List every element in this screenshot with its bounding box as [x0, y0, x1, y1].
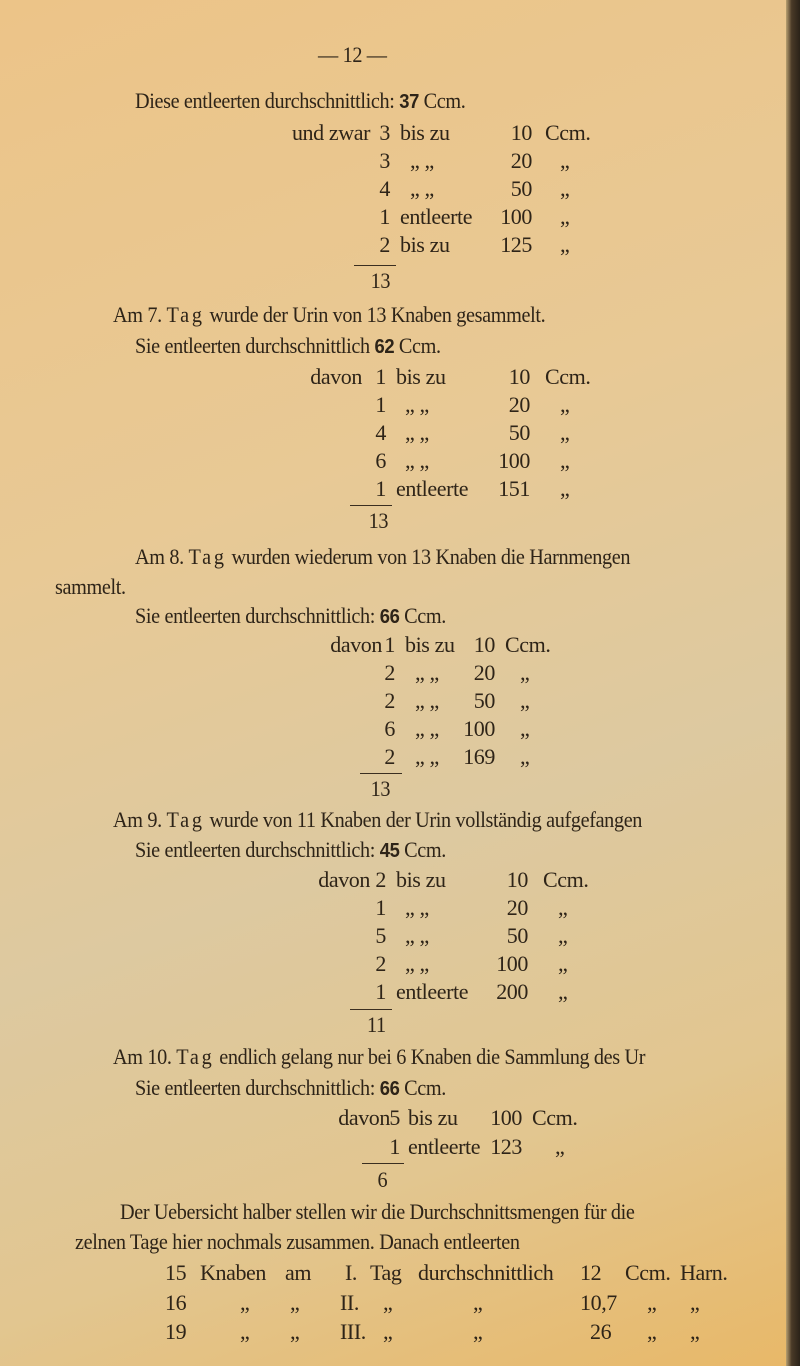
ditto-mark: „ — [290, 1319, 300, 1344]
intro-text: Sie entleerten durchschnittlich: — [135, 837, 380, 862]
day7-heading — [113, 302, 545, 328]
count: 1 — [389, 1134, 400, 1159]
heading-text: Am 7. — [113, 302, 167, 327]
sum-line — [362, 1163, 404, 1164]
heading-text: Am 8. — [135, 544, 189, 569]
table-row — [0, 176, 800, 204]
value: 50 — [473, 688, 495, 713]
table-row — [0, 979, 800, 1007]
ditto-marks: „ „ — [405, 420, 429, 445]
unit: „ — [560, 176, 570, 201]
range-text: bis zu — [396, 867, 446, 892]
table-row — [0, 448, 800, 476]
average-value: 26 — [590, 1319, 612, 1344]
count: 1 — [375, 392, 386, 417]
count: 5 — [389, 1105, 400, 1130]
heading-text: Am 9. — [113, 807, 167, 832]
value: 100 — [500, 204, 532, 229]
table-row — [0, 1105, 800, 1133]
count: 4 — [379, 176, 390, 201]
average-value: 62 — [374, 336, 395, 358]
day-number: III. — [340, 1319, 366, 1344]
value: 50 — [506, 923, 528, 948]
lead-text: davon — [318, 867, 370, 892]
count: 1 — [379, 204, 390, 229]
unit: „ — [558, 895, 568, 920]
unit: Ccm. — [394, 333, 441, 358]
unit: Ccm. — [399, 1075, 446, 1100]
day9-intro — [135, 837, 446, 863]
value: 50 — [508, 420, 530, 445]
ditto-mark: „ — [290, 1290, 300, 1315]
page-number: — 12 — — [318, 42, 387, 67]
summary-paragraph-line: Der Uebersicht halber stellen wir die Durchschnittsmengen für die — [120, 1199, 635, 1224]
count: 5 — [375, 923, 386, 948]
boys-count: 19 — [165, 1319, 187, 1344]
day8-intro — [135, 603, 446, 629]
range-text: bis zu — [405, 632, 455, 657]
count: 2 — [384, 660, 395, 685]
heading-tag: Tag — [176, 1044, 215, 1069]
table-row — [0, 420, 800, 448]
unit: „ — [560, 448, 570, 473]
day8-heading — [135, 544, 630, 570]
table-row — [0, 632, 800, 660]
range-text: bis zu — [400, 232, 450, 257]
unit: „ — [520, 660, 530, 685]
intro-text: Sie entleerten durchschnittlich: — [135, 603, 380, 628]
heading-tag: Tag — [166, 807, 205, 832]
sum-line — [354, 265, 396, 266]
count: 1 — [375, 895, 386, 920]
unit: „ — [558, 951, 568, 976]
value: 20 — [508, 392, 530, 417]
range-text: bis zu — [396, 364, 446, 389]
value: 20 — [473, 660, 495, 685]
sum-total: 13 — [370, 776, 391, 801]
unit: „ — [520, 688, 530, 713]
ditto-marks: „ „ — [410, 148, 434, 173]
value: 200 — [496, 979, 528, 1004]
table-row — [0, 744, 800, 772]
text: Tag — [370, 1260, 402, 1285]
unit: „ — [520, 716, 530, 741]
table-row — [0, 716, 800, 744]
ditto-marks: „ „ — [415, 688, 439, 713]
count: 1 — [375, 364, 386, 389]
boys-count: 16 — [165, 1290, 187, 1315]
text: Harn. — [680, 1260, 728, 1285]
average-value: 66 — [379, 606, 400, 628]
value: 100 — [498, 448, 530, 473]
value: 100 — [463, 716, 495, 741]
lead-text: und zwar — [291, 120, 370, 145]
day8-heading-continued: sammelt. — [55, 574, 126, 599]
average-value: 12 — [580, 1260, 602, 1285]
lead-text: davon — [338, 1105, 390, 1130]
summary-paragraph-line: zelnen Tage hier nochmals zusammen. Danach entleerten — [75, 1229, 520, 1254]
table-row — [0, 1319, 800, 1347]
count: 2 — [384, 744, 395, 769]
sum-total: 11 — [367, 1012, 386, 1037]
value: 151 — [498, 476, 530, 501]
count: 6 — [375, 448, 386, 473]
value: 10 — [508, 364, 530, 389]
average-value: 45 — [379, 840, 400, 862]
text: durchschnittlich — [418, 1260, 554, 1285]
text: am — [285, 1260, 312, 1285]
ditto-mark: „ — [240, 1319, 250, 1344]
range-text: entleerte — [408, 1134, 481, 1159]
sum-line — [350, 1009, 392, 1010]
table-row — [0, 688, 800, 716]
value: 20 — [510, 148, 532, 173]
unit: Ccm. — [418, 88, 466, 113]
day10-intro — [135, 1075, 446, 1101]
unit: Ccm. — [399, 837, 446, 862]
average-value: 37 — [399, 91, 419, 113]
table-row — [0, 148, 800, 176]
day-number: II. — [340, 1290, 359, 1315]
intro-text: Sie entleerten durchschnittlich: — [135, 1075, 380, 1100]
unit: Ccm. — [545, 364, 591, 389]
unit: „ — [560, 232, 570, 257]
range-text: bis zu — [408, 1105, 458, 1130]
unit: „ — [560, 476, 570, 501]
ditto-mark: „ — [647, 1290, 657, 1315]
unit: „ — [560, 204, 570, 229]
ditto-mark: „ — [473, 1319, 483, 1344]
table-row — [0, 204, 800, 232]
count: 4 — [375, 420, 386, 445]
ditto-marks: „ „ — [405, 895, 429, 920]
count: 2 — [375, 867, 386, 892]
sum-total: 6 — [377, 1167, 388, 1192]
heading-tag: Tag — [166, 302, 205, 327]
unit: Ccm. — [543, 867, 589, 892]
table-row — [0, 232, 800, 260]
text: Knaben — [200, 1260, 267, 1285]
ditto-mark: „ — [473, 1290, 483, 1315]
ditto-mark: „ — [383, 1290, 393, 1315]
sum-line — [360, 773, 402, 774]
table-row — [0, 120, 800, 148]
table-row — [0, 923, 800, 951]
count: 1 — [375, 476, 386, 501]
count: 1 — [375, 979, 386, 1004]
ditto-marks: „ „ — [415, 744, 439, 769]
table-row — [0, 476, 800, 504]
ditto-marks: „ „ — [405, 923, 429, 948]
day6-intro — [135, 88, 465, 114]
ditto-mark: „ — [690, 1290, 700, 1315]
ditto-marks: „ „ — [405, 951, 429, 976]
count: 2 — [384, 688, 395, 713]
table-row — [0, 364, 800, 392]
table-row — [0, 392, 800, 420]
count: 6 — [384, 716, 395, 741]
lead-text: davon — [330, 632, 382, 657]
heading-text: wurden wiederum von 13 Knaben die Harnmengen — [226, 544, 631, 569]
heading-text: wurde der Urin von 13 Knaben gesammelt. — [204, 302, 546, 327]
unit: „ — [560, 392, 570, 417]
value: 20 — [506, 895, 528, 920]
ditto-mark: „ — [647, 1319, 657, 1344]
average-value: 10,7 — [580, 1290, 617, 1315]
day-number: I. — [345, 1260, 358, 1285]
heading-text: wurde von 11 Knaben der Urin vollständig aufgefangen — [204, 807, 643, 832]
ditto-marks: „ „ — [405, 392, 429, 417]
count: 3 — [379, 120, 390, 145]
intro-text: Diese entleerten durchschnittlich: — [135, 88, 400, 113]
average-value: 66 — [379, 1078, 400, 1100]
value: 100 — [490, 1105, 522, 1130]
count: 2 — [379, 232, 390, 257]
sum-total: 13 — [368, 508, 389, 533]
sum-total: 13 — [370, 268, 391, 293]
day10-heading — [113, 1044, 645, 1070]
ditto-marks: „ „ — [415, 716, 439, 741]
value: 10 — [510, 120, 532, 145]
boys-count: 15 — [165, 1260, 187, 1285]
value: 125 — [500, 232, 532, 257]
heading-text: Am 10. — [113, 1044, 177, 1069]
count: 3 — [379, 148, 390, 173]
value: 100 — [496, 951, 528, 976]
ditto-marks: „ „ — [410, 176, 434, 201]
ditto-mark: „ — [383, 1319, 393, 1344]
table-row — [0, 951, 800, 979]
value: 50 — [510, 176, 532, 201]
unit: „ — [560, 420, 570, 445]
heading-tag: Tag — [188, 544, 227, 569]
range-text: bis zu — [400, 120, 450, 145]
ditto-mark: „ — [240, 1290, 250, 1315]
unit: Ccm. — [399, 603, 446, 628]
unit: „ — [555, 1134, 565, 1159]
table-row — [0, 660, 800, 688]
value: 169 — [463, 744, 495, 769]
unit: „ — [558, 979, 568, 1004]
ditto-marks: „ „ — [405, 448, 429, 473]
heading-text: endlich gelang nur bei 6 Knaben die Sammlung des Ur — [214, 1044, 646, 1069]
intro-text: Sie entleerten durchschnittlich — [135, 333, 375, 358]
lead-text: davon — [310, 364, 362, 389]
unit: „ — [560, 148, 570, 173]
table-row — [0, 1134, 800, 1162]
value: 10 — [473, 632, 495, 657]
sum-line — [350, 505, 392, 506]
unit: Ccm. — [545, 120, 591, 145]
day9-heading — [113, 807, 642, 833]
day7-intro — [135, 333, 441, 359]
range-text: entleerte — [396, 476, 469, 501]
unit: „ — [520, 744, 530, 769]
table-row — [0, 1260, 800, 1288]
table-row — [0, 895, 800, 923]
table-row — [0, 867, 800, 895]
ditto-mark: „ — [690, 1319, 700, 1344]
table-row — [0, 1290, 800, 1318]
ditto-marks: „ „ — [415, 660, 439, 685]
value: 123 — [490, 1134, 522, 1159]
count: 2 — [375, 951, 386, 976]
unit: Ccm. — [505, 632, 551, 657]
unit: „ — [558, 923, 568, 948]
value: 10 — [506, 867, 528, 892]
range-text: entleerte — [400, 204, 473, 229]
unit: Ccm. — [532, 1105, 578, 1130]
count: 1 — [384, 632, 395, 657]
range-text: entleerte — [396, 979, 469, 1004]
unit: Ccm. — [625, 1260, 671, 1285]
